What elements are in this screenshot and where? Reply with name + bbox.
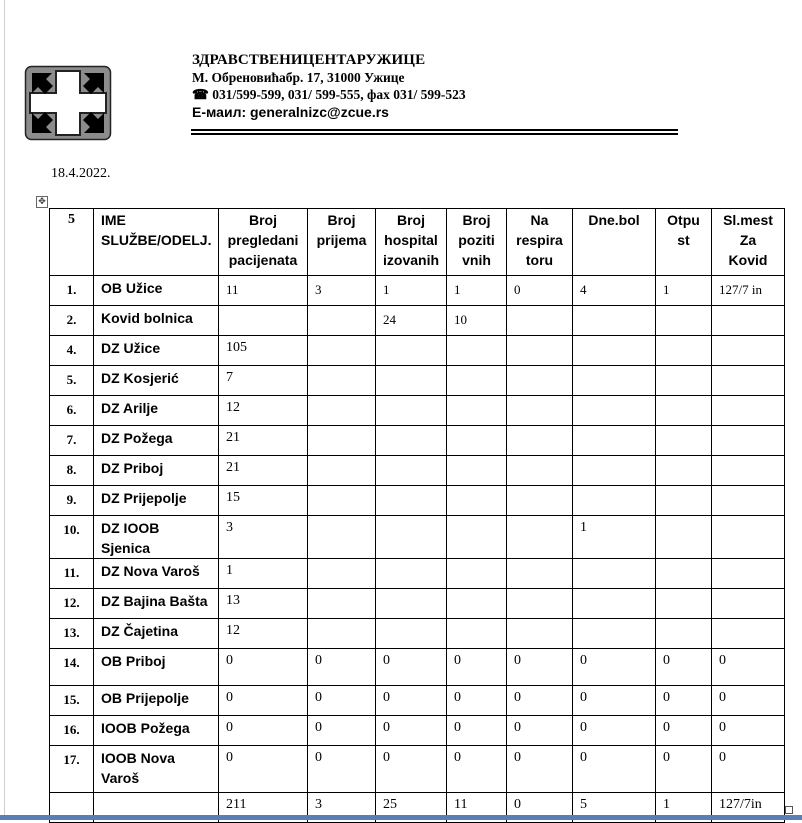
value-cell: 0	[712, 716, 785, 746]
table-row	[50, 396, 785, 426]
row-number: 17.	[50, 746, 94, 793]
value-cell: 1	[573, 516, 656, 559]
value-cell	[447, 396, 507, 426]
value-cell	[656, 486, 712, 516]
value-cell: 0	[447, 649, 507, 686]
department-name: DZ Čajetina	[94, 619, 219, 649]
value-cell	[308, 396, 376, 426]
value-cell	[447, 619, 507, 649]
value-cell: 0	[447, 716, 507, 746]
value-cell	[656, 589, 712, 619]
value-cell	[447, 336, 507, 366]
value-cell: 127/7 in	[712, 276, 785, 306]
value-cell: 0	[573, 716, 656, 746]
value-cell	[712, 456, 785, 486]
table-row	[50, 559, 785, 589]
value-cell: 15	[219, 486, 308, 516]
department-name: OB Užice	[94, 276, 219, 306]
value-cell	[376, 426, 447, 456]
value-cell	[712, 366, 785, 396]
value-cell: 0	[308, 716, 376, 746]
value-cell: 0	[656, 746, 712, 793]
table-row	[50, 486, 785, 516]
value-cell: 0	[308, 686, 376, 716]
value-cell: 11	[447, 793, 507, 823]
value-cell: 0	[376, 746, 447, 793]
organization-phone: ☎ 031/599-599, 031/ 599-555, фах 031/ 599-523	[192, 87, 466, 102]
row-number: 1.	[50, 276, 94, 306]
value-cell	[507, 336, 573, 366]
row-number: 7.	[50, 426, 94, 456]
column-header: Dne.bol	[573, 209, 656, 276]
value-cell: 0	[308, 746, 376, 793]
table-row	[50, 336, 785, 366]
value-cell	[447, 559, 507, 589]
value-cell: 0	[376, 686, 447, 716]
row-number: 9.	[50, 486, 94, 516]
row-number: 8.	[50, 456, 94, 486]
window-bottom-border	[0, 815, 802, 820]
value-cell: 0	[656, 716, 712, 746]
value-cell: 24	[376, 306, 447, 336]
row-number: 6.	[50, 396, 94, 426]
value-cell	[507, 619, 573, 649]
value-cell	[656, 456, 712, 486]
value-cell	[712, 589, 785, 619]
value-cell: 3	[308, 276, 376, 306]
value-cell: 0	[447, 746, 507, 793]
value-cell: 0	[376, 716, 447, 746]
value-cell	[376, 559, 447, 589]
table-row	[50, 746, 785, 793]
value-cell	[656, 306, 712, 336]
value-cell: 0	[507, 649, 573, 686]
department-name: IOOB Požega	[94, 716, 219, 746]
value-cell: 0	[507, 276, 573, 306]
column-header: Na respira toru	[507, 209, 573, 276]
organization-name: ЗДРАВСТВЕНИЦЕНТАРУЖИЦЕ	[192, 52, 426, 68]
value-cell	[376, 456, 447, 486]
value-cell: 0	[656, 686, 712, 716]
value-cell: 0	[507, 746, 573, 793]
value-cell: 0	[573, 686, 656, 716]
value-cell: 13	[219, 589, 308, 619]
department-name: DZ Arilje	[94, 396, 219, 426]
value-cell	[447, 486, 507, 516]
value-cell	[712, 396, 785, 426]
row-number: 12.	[50, 589, 94, 619]
value-cell	[308, 559, 376, 589]
value-cell	[507, 589, 573, 619]
page-edge	[4, 0, 5, 816]
table-move-handle-icon[interactable]: ✥	[36, 196, 48, 208]
department-name: DZ Kosjerić	[94, 366, 219, 396]
value-cell: 0	[712, 686, 785, 716]
value-cell: 0	[573, 746, 656, 793]
value-cell	[507, 396, 573, 426]
document-date: 18.4.2022.	[51, 166, 111, 181]
value-cell: 0	[507, 686, 573, 716]
department-name: Kovid bolnica	[94, 306, 219, 336]
value-cell: 1	[656, 793, 712, 823]
value-cell	[712, 336, 785, 366]
column-header: Otpu st	[656, 209, 712, 276]
report-table	[49, 208, 785, 823]
value-cell: 3	[308, 793, 376, 823]
value-cell: 25	[376, 793, 447, 823]
department-name: DZ Prijepolje	[94, 486, 219, 516]
value-cell	[447, 456, 507, 486]
value-cell: 5	[573, 793, 656, 823]
table-row	[50, 619, 785, 649]
value-cell	[447, 366, 507, 396]
value-cell	[376, 486, 447, 516]
value-cell	[376, 366, 447, 396]
department-name: DZ Užice	[94, 336, 219, 366]
value-cell: 10	[447, 306, 507, 336]
value-cell	[712, 306, 785, 336]
table-row	[50, 366, 785, 396]
column-header: Broj poziti vnih	[447, 209, 507, 276]
value-cell	[507, 366, 573, 396]
value-cell: 1	[219, 559, 308, 589]
value-cell	[573, 486, 656, 516]
department-name: DZ Bajina Bašta	[94, 589, 219, 619]
value-cell	[219, 306, 308, 336]
value-cell: 12	[219, 619, 308, 649]
table-header	[50, 209, 785, 276]
value-cell	[308, 366, 376, 396]
header-rule-top	[191, 129, 678, 131]
value-cell	[376, 336, 447, 366]
column-header: Broj pregledani pacijenata	[219, 209, 308, 276]
header-rule-bottom	[191, 133, 678, 135]
value-cell: 3	[219, 516, 308, 559]
value-cell	[712, 619, 785, 649]
organization-email: Е-маил: generalnizc@zcue.rs	[192, 104, 389, 120]
value-cell	[507, 456, 573, 486]
value-cell	[573, 426, 656, 456]
department-name: DZ Požega	[94, 426, 219, 456]
row-number: 13.	[50, 619, 94, 649]
row-number: 16.	[50, 716, 94, 746]
row-number: 11.	[50, 559, 94, 589]
column-header: 5	[50, 209, 94, 276]
value-cell: 21	[219, 456, 308, 486]
value-cell: 0	[376, 649, 447, 686]
value-cell	[573, 366, 656, 396]
row-number: 4.	[50, 336, 94, 366]
value-cell	[507, 486, 573, 516]
column-header: IME SLUŽBE/ODELJ.	[94, 209, 219, 276]
table-row	[50, 306, 785, 336]
value-cell	[308, 619, 376, 649]
column-header: Sl.mest Za Kovid	[712, 209, 785, 276]
value-cell: 0	[573, 649, 656, 686]
value-cell: 0	[219, 649, 308, 686]
value-cell	[507, 306, 573, 336]
table-row	[50, 426, 785, 456]
value-cell	[376, 589, 447, 619]
value-cell: 0	[219, 686, 308, 716]
value-cell	[656, 366, 712, 396]
row-number: 15.	[50, 686, 94, 716]
column-header: Broj hospital izovanih	[376, 209, 447, 276]
value-cell: 21	[219, 426, 308, 456]
value-cell	[573, 306, 656, 336]
value-cell	[573, 589, 656, 619]
value-cell: 1	[656, 276, 712, 306]
row-number: 5.	[50, 366, 94, 396]
value-cell	[507, 559, 573, 589]
column-header: Broj prijema	[308, 209, 376, 276]
value-cell: 211	[219, 793, 308, 823]
table-body	[50, 276, 785, 823]
row-number: 10.	[50, 516, 94, 559]
value-cell: 0	[507, 716, 573, 746]
value-cell	[573, 396, 656, 426]
value-cell: 0	[219, 746, 308, 793]
value-cell: 0	[219, 716, 308, 746]
value-cell	[447, 589, 507, 619]
row-number: 2.	[50, 306, 94, 336]
table-resize-handle[interactable]	[785, 806, 793, 814]
value-cell: 0	[712, 649, 785, 686]
value-cell: 0	[507, 793, 573, 823]
value-cell	[656, 516, 712, 559]
value-cell	[447, 516, 507, 559]
value-cell	[507, 516, 573, 559]
value-cell	[308, 426, 376, 456]
value-cell: 1	[376, 276, 447, 306]
value-cell: 4	[573, 276, 656, 306]
department-name: OB Prijepolje	[94, 686, 219, 716]
value-cell	[573, 456, 656, 486]
value-cell	[573, 619, 656, 649]
department-name: DZ Priboj	[94, 456, 219, 486]
value-cell	[712, 426, 785, 456]
value-cell	[573, 336, 656, 366]
value-cell	[656, 559, 712, 589]
value-cell	[308, 456, 376, 486]
value-cell	[376, 619, 447, 649]
department-name: IOOB Nova Varoš	[94, 746, 219, 793]
value-cell: 105	[219, 336, 308, 366]
value-cell	[656, 336, 712, 366]
organization-address: М. Обреновићабр. 17, 31000 Ужице	[192, 70, 405, 85]
value-cell	[376, 396, 447, 426]
value-cell	[308, 336, 376, 366]
value-cell	[308, 306, 376, 336]
table-row	[50, 716, 785, 746]
table-row	[50, 516, 785, 559]
value-cell: 0	[656, 649, 712, 686]
value-cell: 0	[308, 649, 376, 686]
value-cell: 12	[219, 396, 308, 426]
value-cell	[376, 516, 447, 559]
value-cell	[656, 426, 712, 456]
table-row	[50, 649, 785, 686]
department-name: OB Priboj	[94, 649, 219, 686]
table-row	[50, 589, 785, 619]
value-cell	[656, 619, 712, 649]
value-cell: 11	[219, 276, 308, 306]
table-row	[50, 686, 785, 716]
department-name: DZ IOOB Sjenica	[94, 516, 219, 559]
value-cell	[573, 559, 656, 589]
value-cell	[308, 589, 376, 619]
value-cell	[712, 486, 785, 516]
value-cell	[308, 516, 376, 559]
value-cell: 0	[712, 746, 785, 793]
table-row	[50, 276, 785, 306]
value-cell	[712, 559, 785, 589]
value-cell	[656, 396, 712, 426]
value-cell: 7	[219, 366, 308, 396]
value-cell: 127/7in	[712, 793, 785, 823]
table-row	[50, 456, 785, 486]
letterhead	[192, 52, 466, 122]
value-cell	[507, 426, 573, 456]
health-center-cross-logo	[24, 65, 112, 141]
value-cell: 0	[447, 686, 507, 716]
row-number: 14.	[50, 649, 94, 686]
value-cell	[308, 486, 376, 516]
value-cell	[712, 516, 785, 559]
department-name: DZ Nova Varoš	[94, 559, 219, 589]
value-cell	[447, 426, 507, 456]
value-cell: 1	[447, 276, 507, 306]
